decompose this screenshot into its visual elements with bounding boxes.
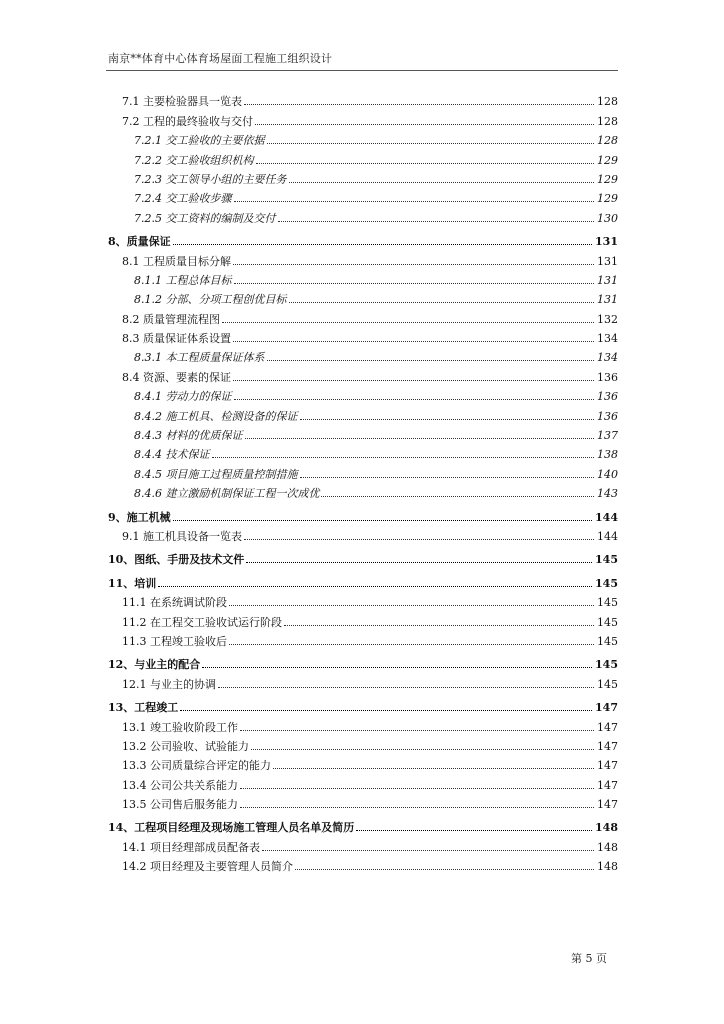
toc-entry-title: 7.1 主要检验器具一览表 bbox=[122, 95, 242, 109]
toc-entry-title: 13.1 竣工验收阶段工作 bbox=[122, 720, 238, 734]
toc-dot-leader bbox=[233, 341, 594, 342]
toc-dot-leader bbox=[244, 539, 594, 540]
toc-entry[interactable] bbox=[108, 128, 618, 147]
toc-entry[interactable] bbox=[108, 287, 618, 306]
toc-entry-title: 14.2 项目经理及主要管理人员简介 bbox=[122, 860, 293, 874]
toc-entry-title: 13.4 公司公共关系能力 bbox=[122, 778, 238, 792]
toc-dot-leader bbox=[233, 264, 594, 265]
toc-entry-title: 8.4.5 项目施工过程质量控制措施 bbox=[134, 467, 298, 481]
toc-dot-leader bbox=[245, 438, 595, 439]
toc-dot-leader bbox=[240, 788, 594, 789]
toc-entry-title: 14.1 项目经理部成员配备表 bbox=[122, 840, 260, 854]
toc-entry-title: 8.2 质量管理流程图 bbox=[122, 312, 220, 326]
toc-dot-leader bbox=[300, 419, 595, 420]
toc-entry[interactable] bbox=[108, 570, 618, 589]
toc-dot-leader bbox=[234, 201, 595, 202]
toc-entry[interactable] bbox=[108, 248, 618, 267]
toc-entry-title: 8.4.1 劳动力的保证 bbox=[134, 390, 232, 404]
toc-dot-leader bbox=[255, 124, 594, 125]
toc-entry-title: 11、培训 bbox=[108, 576, 157, 590]
toc-entry-title: 8.4 资源、要素的保证 bbox=[122, 370, 231, 384]
toc-entry-title: 7.2 工程的最终验收与交付 bbox=[122, 114, 253, 128]
toc-entry-title: 7.2.4 交工验收步骤 bbox=[134, 192, 232, 206]
toc-entry-page-number: 136 bbox=[597, 409, 618, 423]
toc-entry[interactable] bbox=[108, 695, 618, 714]
toc-entry[interactable] bbox=[108, 186, 618, 205]
toc-entry-title: 13.2 公司验收、试验能力 bbox=[122, 739, 249, 753]
toc-entry-page-number: 128 bbox=[597, 114, 618, 128]
toc-entry-title: 10、图纸、手册及技术文件 bbox=[108, 553, 245, 567]
toc-dot-leader bbox=[229, 644, 594, 645]
toc-entry-title: 13.3 公司质量综合评定的能力 bbox=[122, 759, 271, 773]
header-divider bbox=[106, 70, 618, 71]
toc-entry-title: 8、质量保证 bbox=[108, 235, 171, 249]
toc-entry[interactable] bbox=[108, 326, 618, 345]
toc-entry[interactable] bbox=[108, 306, 618, 325]
toc-dot-leader bbox=[212, 457, 595, 458]
toc-entry-page-number: 147 bbox=[597, 739, 618, 753]
toc-entry[interactable] bbox=[108, 345, 618, 364]
toc-entry[interactable] bbox=[108, 652, 618, 671]
toc-entry[interactable] bbox=[108, 268, 618, 287]
toc-entry-page-number: 148 bbox=[595, 821, 618, 835]
toc-entry-page-number: 131 bbox=[597, 293, 618, 307]
toc-entry[interactable] bbox=[108, 504, 618, 523]
toc-dot-leader bbox=[295, 869, 594, 870]
toc-entry[interactable] bbox=[108, 167, 618, 186]
toc-entry-page-number: 128 bbox=[597, 95, 618, 109]
toc-entry-title: 8.1.2 分部、分项工程创优目标 bbox=[134, 293, 287, 307]
toc-dot-leader bbox=[240, 807, 594, 808]
toc-entry[interactable] bbox=[108, 734, 618, 753]
toc-dot-leader bbox=[229, 605, 594, 606]
toc-dot-leader bbox=[173, 244, 592, 245]
toc-entry-page-number: 143 bbox=[597, 487, 618, 501]
toc-dot-leader bbox=[251, 749, 594, 750]
toc-dot-leader bbox=[222, 322, 594, 323]
toc-entry-page-number: 147 bbox=[597, 798, 618, 812]
toc-entry-page-number: 129 bbox=[597, 153, 618, 167]
toc-dot-leader bbox=[173, 520, 592, 521]
toc-entry-title: 7.2.5 交工资料的编制及交付 bbox=[134, 211, 276, 225]
toc-entry-title: 13.5 公司售后服务能力 bbox=[122, 798, 238, 812]
toc-entry-page-number: 147 bbox=[597, 720, 618, 734]
toc-entry[interactable] bbox=[108, 590, 618, 609]
toc-entry-title: 8.3.1 本工程质量保证体系 bbox=[134, 351, 265, 365]
toc-dot-leader bbox=[240, 730, 594, 731]
toc-entry-page-number: 145 bbox=[595, 576, 618, 590]
toc-entry-page-number: 136 bbox=[597, 390, 618, 404]
toc-entry-title: 11.1 在系统调试阶段 bbox=[122, 596, 227, 610]
toc-entry-title: 7.2.3 交工领导小组的主要任务 bbox=[134, 172, 287, 186]
toc-entry-title: 8.4.2 施工机具、检测设备的保证 bbox=[134, 409, 298, 423]
toc-entry-page-number: 129 bbox=[597, 172, 618, 186]
toc-dot-leader bbox=[234, 283, 595, 284]
toc-entry[interactable] bbox=[108, 384, 618, 403]
toc-entry-page-number: 148 bbox=[597, 840, 618, 854]
toc-entry-page-number: 145 bbox=[595, 658, 618, 672]
toc-entry-page-number: 131 bbox=[597, 273, 618, 287]
toc-entry-title: 11.3 工程竣工验收后 bbox=[122, 634, 227, 648]
toc-dot-leader bbox=[273, 768, 594, 769]
toc-entry-page-number: 131 bbox=[597, 254, 618, 268]
toc-entry-page-number: 145 bbox=[597, 634, 618, 648]
toc-entry-title: 11.2 在工程交工验收试运行阶段 bbox=[122, 615, 282, 629]
toc-entry-page-number: 145 bbox=[597, 596, 618, 610]
toc-entry[interactable] bbox=[108, 423, 618, 442]
toc-entry[interactable] bbox=[108, 524, 618, 543]
toc-dot-leader bbox=[244, 104, 594, 105]
toc-entry-page-number: 147 bbox=[597, 778, 618, 792]
toc-entry-page-number: 144 bbox=[597, 529, 618, 543]
toc-entry-page-number: 145 bbox=[595, 553, 618, 567]
toc-dot-leader bbox=[284, 625, 594, 626]
toc-dot-leader bbox=[158, 586, 592, 587]
toc-entry-title: 13、工程竣工 bbox=[108, 701, 179, 715]
toc-entry[interactable] bbox=[108, 89, 618, 108]
toc-entry-title: 12.1 与业主的协调 bbox=[122, 677, 216, 691]
toc-dot-leader bbox=[246, 562, 592, 563]
toc-entry-page-number: 136 bbox=[597, 370, 618, 384]
toc-entry-title: 9.1 施工机具设备一览表 bbox=[122, 529, 242, 543]
toc-entry-title: 14、工程项目经理及现场施工管理人员名单及简历 bbox=[108, 821, 355, 835]
toc-entry-title: 8.1.1 工程总体目标 bbox=[134, 273, 232, 287]
toc-entry-title: 7.2.2 交工验收组织机构 bbox=[134, 153, 254, 167]
toc-entry-page-number: 145 bbox=[597, 615, 618, 629]
toc-entry[interactable] bbox=[108, 671, 618, 690]
toc-entry[interactable] bbox=[108, 547, 618, 566]
page-header-title: 南京**体育中心体育场屋面工程施工组织设计 bbox=[108, 52, 333, 65]
toc-entry-page-number: 145 bbox=[597, 677, 618, 691]
toc-dot-leader bbox=[202, 667, 592, 668]
toc-entry-page-number: 147 bbox=[597, 759, 618, 773]
toc-entry[interactable] bbox=[108, 753, 618, 772]
toc-entry[interactable] bbox=[108, 714, 618, 733]
toc-dot-leader bbox=[267, 360, 595, 361]
toc-dot-leader bbox=[233, 380, 594, 381]
toc-entry-page-number: 130 bbox=[597, 211, 618, 225]
toc-entry-page-number: 140 bbox=[597, 467, 618, 481]
toc-entry-title: 7.2.1 交工验收的主要依据 bbox=[134, 134, 265, 148]
toc-entry-page-number: 129 bbox=[597, 192, 618, 206]
toc-dot-leader bbox=[218, 687, 594, 688]
toc-dot-leader bbox=[289, 302, 595, 303]
toc-dot-leader bbox=[300, 477, 595, 478]
toc-dot-leader bbox=[356, 830, 592, 831]
toc-dot-leader bbox=[234, 399, 595, 400]
toc-entry-title: 8.3 质量保证体系设置 bbox=[122, 332, 231, 346]
toc-entry-page-number: 144 bbox=[595, 510, 618, 524]
toc-dot-leader bbox=[278, 221, 595, 222]
toc-entry[interactable] bbox=[108, 792, 618, 811]
toc-entry[interactable] bbox=[108, 205, 618, 224]
toc-entry[interactable] bbox=[108, 609, 618, 628]
toc-entry[interactable] bbox=[108, 364, 618, 383]
toc-entry-title: 8.4.3 材料的优质保证 bbox=[134, 429, 243, 443]
toc-entry[interactable] bbox=[108, 108, 618, 127]
toc-entry-title: 9、施工机械 bbox=[108, 510, 171, 524]
toc-dot-leader bbox=[321, 496, 594, 497]
toc-entry[interactable] bbox=[108, 147, 618, 166]
toc-entry-title: 8.4.4 技术保证 bbox=[134, 448, 210, 462]
toc-dot-leader bbox=[256, 163, 595, 164]
toc-dot-leader bbox=[289, 182, 595, 183]
toc-entry-page-number: 134 bbox=[597, 332, 618, 346]
toc-entry[interactable] bbox=[108, 629, 618, 648]
toc-entry-page-number: 128 bbox=[597, 134, 618, 148]
toc-entry[interactable] bbox=[108, 815, 618, 834]
toc-entry[interactable] bbox=[108, 481, 618, 500]
toc-entry[interactable] bbox=[108, 403, 618, 422]
toc-entry-title: 12、与业主的配合 bbox=[108, 658, 201, 672]
toc-entry[interactable] bbox=[108, 854, 618, 873]
toc-entry[interactable] bbox=[108, 834, 618, 853]
toc-entry-page-number: 137 bbox=[597, 429, 618, 443]
toc-dot-leader bbox=[262, 850, 594, 851]
toc-entry[interactable] bbox=[108, 442, 618, 461]
toc-entry-title: 8.4.6 建立激励机制保证工程一次成优 bbox=[134, 487, 320, 501]
toc-entry[interactable] bbox=[108, 229, 618, 248]
toc-entry-title: 8.1 工程质量目标分解 bbox=[122, 254, 231, 268]
toc-entry[interactable] bbox=[108, 461, 618, 480]
toc-entry[interactable] bbox=[108, 772, 618, 791]
toc-entry-page-number: 138 bbox=[597, 448, 618, 462]
table-of-contents bbox=[108, 89, 618, 873]
toc-entry-page-number: 131 bbox=[595, 235, 618, 249]
toc-entry-page-number: 148 bbox=[597, 860, 618, 874]
toc-entry-page-number: 132 bbox=[597, 312, 618, 326]
toc-entry-page-number: 134 bbox=[597, 351, 618, 365]
page-number-footer: 第 5 页 bbox=[571, 952, 607, 965]
toc-entry-page-number: 147 bbox=[595, 701, 618, 715]
toc-dot-leader bbox=[267, 143, 595, 144]
toc-dot-leader bbox=[180, 710, 592, 711]
